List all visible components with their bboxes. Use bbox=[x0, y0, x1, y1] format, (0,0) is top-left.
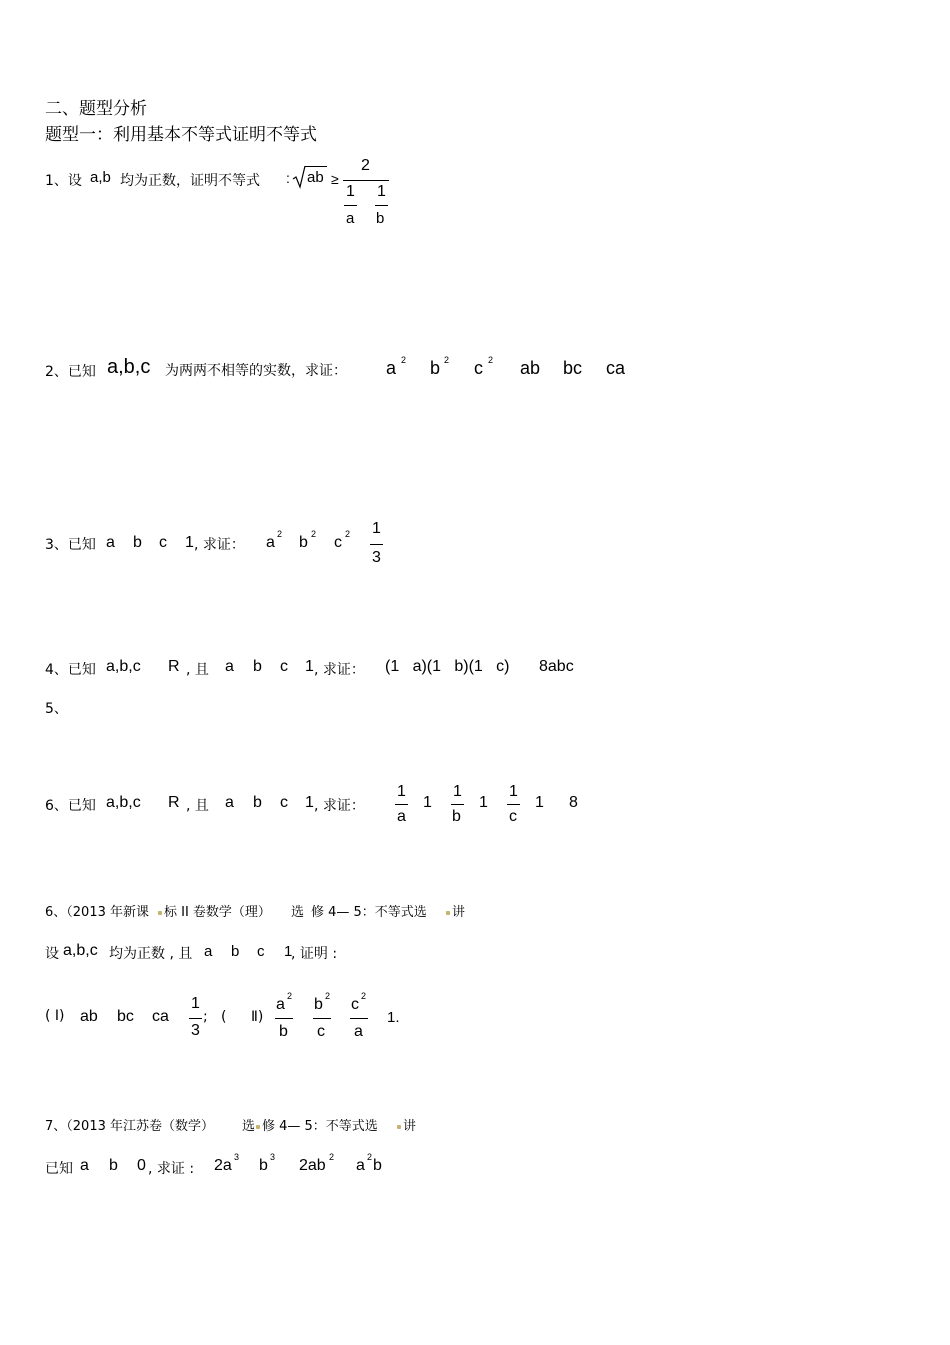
p6b-title-c: 选 bbox=[291, 905, 305, 920]
p6b-frac-den: 3 bbox=[191, 1022, 200, 1039]
p4-text: , 求证： bbox=[314, 662, 365, 678]
p6-m1: 1 bbox=[423, 794, 432, 811]
p7-t4: a bbox=[356, 1157, 365, 1174]
p7-s3: 2 bbox=[329, 1152, 335, 1162]
p6-m2: 1 bbox=[479, 794, 488, 811]
p2-num: 2、已知 bbox=[45, 364, 96, 380]
p4-R: R bbox=[168, 658, 180, 675]
p2-ab: ab bbox=[520, 358, 541, 378]
p3-c: c bbox=[159, 534, 167, 551]
p3-sup-b: 2 bbox=[311, 529, 317, 539]
p6b-n2: b bbox=[314, 996, 323, 1013]
p3-frac-bar bbox=[370, 544, 383, 545]
p6-m3: 1 bbox=[535, 794, 544, 811]
p6b-f2-bar bbox=[313, 1018, 331, 1019]
p4-qie: , 且 bbox=[186, 662, 209, 678]
p7-s4: 2 bbox=[367, 1152, 373, 1162]
p7-a: a bbox=[80, 1157, 89, 1174]
p6-f1-num: 1 bbox=[397, 783, 406, 800]
p6b-s3: 2 bbox=[361, 991, 367, 1001]
p6-one: 1 bbox=[305, 794, 314, 811]
p1-one2: 1 bbox=[377, 183, 386, 200]
p3-a2: a bbox=[266, 534, 275, 551]
p6b-part2: ( bbox=[221, 1009, 227, 1025]
p3-b2: b bbox=[299, 534, 308, 551]
p4-rhs: 8abc bbox=[539, 658, 574, 675]
p3-frac-num: 1 bbox=[372, 520, 381, 537]
p7-s2: 3 bbox=[270, 1152, 276, 1162]
p7-title-d: 修 4— 5：不等式选 bbox=[262, 1119, 378, 1134]
p6-a: a bbox=[225, 794, 234, 811]
p3-b: b bbox=[133, 534, 142, 551]
type1-heading: 题型一：利用基本不等式证明不等式 bbox=[45, 125, 317, 145]
p2-vars: a,b,c bbox=[107, 356, 151, 378]
p6b-s2: 2 bbox=[325, 991, 331, 1001]
p3-sup-c: 2 bbox=[345, 529, 351, 539]
p6b-c: c bbox=[257, 943, 265, 960]
p1-frac-a-bar bbox=[344, 205, 357, 206]
p6b-title-b: 标 II 卷数学（理） bbox=[164, 905, 271, 920]
p2-a: a bbox=[386, 358, 397, 378]
p3-text: , 求证： bbox=[194, 537, 245, 553]
p3-c2: c bbox=[334, 534, 342, 551]
p6-f3-num: 1 bbox=[509, 783, 518, 800]
p6b-title-e: 讲 bbox=[452, 905, 466, 920]
p3-a: a bbox=[106, 534, 115, 551]
p2-bc: bc bbox=[563, 358, 583, 378]
p3-num: 3、已知 bbox=[45, 537, 96, 553]
p2-ca: ca bbox=[606, 358, 626, 378]
p6b-line2-b: 均为正数 , 且 bbox=[109, 946, 193, 962]
p4-a: a bbox=[225, 658, 234, 675]
p6b-d1: b bbox=[279, 1023, 288, 1040]
scan-dot-mark bbox=[446, 911, 450, 915]
p1-one1: 1 bbox=[346, 183, 355, 200]
p1-b: b bbox=[376, 210, 385, 227]
p6-b: b bbox=[253, 794, 262, 811]
p6-f3-den: c bbox=[509, 808, 517, 825]
p6-rhs: 8 bbox=[569, 794, 578, 811]
p6b-one: 1 bbox=[284, 943, 293, 960]
p5-num: 5、 bbox=[45, 701, 68, 717]
p1-geq: ≥ bbox=[331, 171, 339, 187]
p6-f1-bar bbox=[395, 804, 408, 805]
p6b-bc: bc bbox=[117, 1008, 134, 1025]
p7-zero: 0 bbox=[137, 1157, 146, 1174]
p6b-frac-bar bbox=[189, 1018, 202, 1019]
scan-dot-mark bbox=[256, 1125, 260, 1129]
p6-f1-den: a bbox=[397, 808, 406, 825]
p6-text: , 求证： bbox=[314, 798, 365, 814]
p6b-rhs: 1. bbox=[387, 1009, 400, 1026]
p2-text: 为两两不相等的实数，求证： bbox=[165, 363, 347, 379]
p4-one: 1 bbox=[305, 658, 314, 675]
p6b-a: a bbox=[204, 943, 213, 960]
p6b-title-a: 6、（2013 年新课 bbox=[45, 905, 149, 920]
p2-b: b bbox=[430, 358, 441, 378]
p3-frac-den: 3 bbox=[372, 549, 381, 566]
p7-title-e: 讲 bbox=[403, 1119, 417, 1134]
p2-sup-b: 2 bbox=[444, 355, 450, 365]
p1-two: 2 bbox=[361, 157, 370, 174]
p7-t1: 2a bbox=[214, 1157, 232, 1174]
p6b-frac-num: 1 bbox=[191, 995, 200, 1012]
p6b-part2b: Ⅱ) bbox=[251, 1009, 264, 1025]
p6b-ab: ab bbox=[80, 1008, 98, 1025]
p3-one: 1 bbox=[185, 534, 194, 551]
p6b-ca: ca bbox=[152, 1008, 169, 1025]
p6-c: c bbox=[280, 794, 288, 811]
p1-text: 均为正数，证明不等式 bbox=[120, 173, 260, 189]
p1-num: 1、设 bbox=[45, 173, 82, 189]
p6-vars: a,b,c bbox=[106, 794, 141, 811]
p6-qie: , 且 bbox=[186, 798, 209, 814]
sqrt-bar bbox=[305, 166, 327, 167]
p4-b: b bbox=[253, 658, 262, 675]
p7-t3: 2ab bbox=[299, 1157, 326, 1174]
p6-f2-bar bbox=[451, 804, 464, 805]
p4-expr: (1 a)(1 b)(1 c) bbox=[385, 658, 510, 675]
p1-a: a bbox=[346, 210, 355, 227]
p2-sup-a: 2 bbox=[401, 355, 407, 365]
p1-vars: a,b bbox=[90, 169, 111, 186]
p7-line2-b: , 求证 : bbox=[148, 1161, 195, 1177]
p4-c: c bbox=[280, 658, 288, 675]
scan-dot-mark bbox=[397, 1125, 401, 1129]
p1-frac-b-bar bbox=[375, 205, 388, 206]
p6b-line2-c: , 证明 : bbox=[291, 946, 338, 962]
p6b-f1-bar bbox=[275, 1018, 293, 1019]
p6b-semi: ; bbox=[203, 1009, 208, 1025]
p1-main-fraction-bar bbox=[343, 180, 389, 181]
p7-title-c: 选 bbox=[242, 1119, 256, 1134]
p7-t2: b bbox=[259, 1157, 268, 1174]
p6-R: R bbox=[168, 794, 180, 811]
p6-f3-bar bbox=[507, 804, 520, 805]
p1-colon: : bbox=[286, 170, 290, 186]
p6b-part1: ( Ⅰ) bbox=[45, 1008, 65, 1024]
p6b-d3: a bbox=[354, 1023, 363, 1040]
p3-sup-a: 2 bbox=[277, 529, 283, 539]
p2-c: c bbox=[474, 358, 483, 378]
sqrt-icon bbox=[292, 165, 306, 189]
p6b-d2: c bbox=[317, 1023, 325, 1040]
p6b-b: b bbox=[231, 943, 240, 960]
p6b-line2-a: 设 bbox=[45, 946, 59, 962]
p7-t4b: b bbox=[373, 1157, 382, 1174]
p6b-f3-bar bbox=[350, 1018, 368, 1019]
section-heading: 二、题型分析 bbox=[45, 99, 147, 119]
p7-line2-a: 已知 bbox=[45, 1161, 73, 1177]
p6b-n1: a bbox=[276, 996, 285, 1013]
p6b-s1: 2 bbox=[287, 991, 293, 1001]
p4-num: 4、已知 bbox=[45, 662, 96, 678]
p4-vars: a,b,c bbox=[106, 658, 141, 675]
p6-f2-den: b bbox=[452, 808, 461, 825]
p7-b: b bbox=[109, 1157, 118, 1174]
p6b-title-d: 修 4— 5：不等式选 bbox=[311, 905, 427, 920]
p2-sup-c: 2 bbox=[488, 355, 494, 365]
p6b-vars: a,b,c bbox=[63, 942, 98, 959]
p1-rad: ab bbox=[307, 169, 324, 186]
p6b-n3: c bbox=[351, 996, 359, 1013]
p7-s1: 3 bbox=[234, 1152, 240, 1162]
scan-dot-mark bbox=[158, 911, 162, 915]
p6-f2-num: 1 bbox=[453, 783, 462, 800]
p6-num: 6、已知 bbox=[45, 798, 96, 814]
p7-title-a: 7、（2013 年江苏卷（数学） bbox=[45, 1119, 214, 1134]
